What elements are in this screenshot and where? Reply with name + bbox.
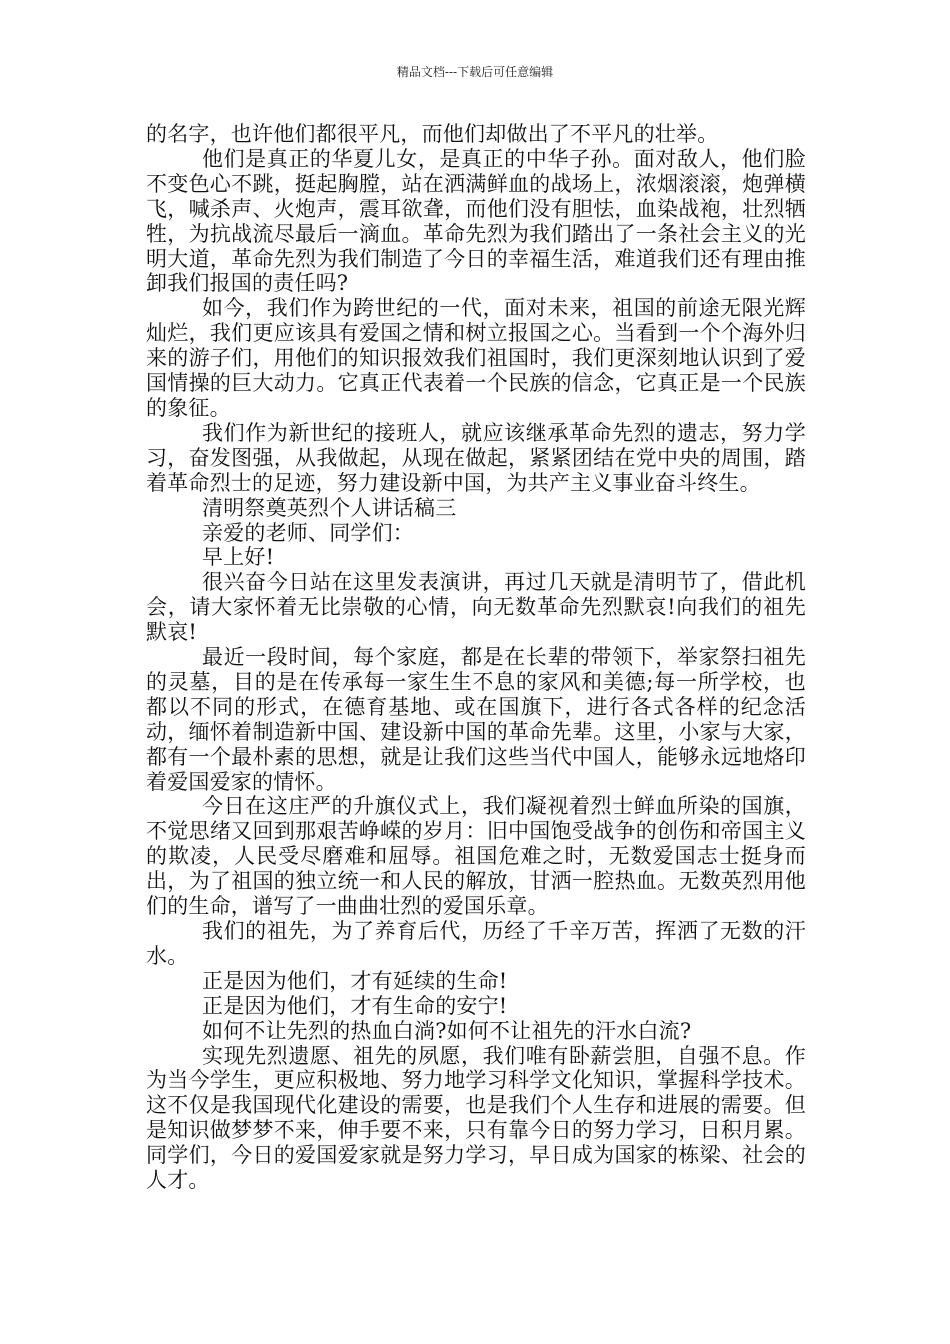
paragraph-12: 正是因为他们，才有延续的生命! bbox=[202, 968, 508, 993]
paragraph-11: 我们的祖先，为了养育后代，历经了千辛万苦，挥洒了无数的汗水。 bbox=[146, 919, 806, 968]
paragraph-15: 实现先烈遗愿、祖先的夙愿，我们唯有卧薪尝胆，自强不息。作为当今学生，更应积极地、努力地学习科学文化知识，掌握科学技术。这不仅是我国现代化建设的需要，也是我们个人生存和进展的需要。但是知识做梦梦不来，伸手要不来，只有靠今日的努力学习，日积月累。同学们，今日的爱国爱家就是努力学习，早日成为国家的栋梁、社会的人才。 bbox=[146, 1043, 806, 1193]
speech-title: 清明祭奠英烈个人讲话稿三 bbox=[202, 495, 457, 520]
document-body bbox=[146, 122, 806, 1193]
paragraph-10: 今日在这庄严的升旗仪式上，我们凝视着烈士鲜血所染的国旗，不觉思绪又回到那艰苦峥嵘的岁月：旧中国饱受战争的创伤和帝国主义的欺凌，人民受尽磨难和屈辱。祖国危难之时，无数爱国志士挺身而出，为了祖国的独立统一和人民的解放，甘洒一腔热血。无数英烈用他们的生命，谱写了一曲曲壮烈的爱国乐章。 bbox=[146, 794, 806, 919]
paragraph-2: 他们是真正的华夏儿女，是真正的中华子孙。面对敌人，他们脸不变色心不跳，挺起胸膛，站在洒满鲜血的战场上，浓烟滚滚，炮弹横飞，喊杀声、火炮声，震耳欲聋，而他们没有胆怯，血染战袍，壮烈牺牲，为抗战流尽最后一滴血。革命先烈为我们踏出了一条社会主义的光明大道，革命先烈为我们制造了今日的幸福生活，难道我们还有理由推卸我们报国的责任吗? bbox=[146, 146, 806, 296]
paragraph-9: 最近一段时间，每个家庭，都是在长辈的带领下，举家祭扫祖先的灵墓，目的是在传承每一家生生不息的家风和美德;每一所学校，也都以不同的形式，在德育基地、或在国旗下，进行各式各样的纪念活动，缅怀着制造新中国、建设新中国的革命先辈。这里，小家与大家，都有一个最朴素的思想，就是让我们这些当代中国人，能够永远地烙印着爱国爱家的情怀。 bbox=[146, 645, 806, 794]
greeting: 早上好! bbox=[202, 545, 275, 570]
paragraph-8: 很兴奋今日站在这里发表演讲，再过几天就是清明节了，借此机会，请大家怀着无比崇敬的心情，向无数革命先烈默哀!向我们的祖先默哀! bbox=[146, 570, 806, 645]
paragraph-14: 如何不让先烈的热血白淌?如何不让祖先的汗水白流? bbox=[202, 1018, 692, 1043]
paragraph-1: 的名字，也许他们都很平凡，而他们却做出了不平凡的壮举。 bbox=[146, 122, 719, 146]
paragraph-3: 如今，我们作为跨世纪的一代，面对未来，祖国的前途无限光辉灿烂，我们更应该具有爱国之情和树立报国之心。当看到一个个海外归来的游子们，用他们的知识报效我们祖国时，我们更深刻地认识到了爱国情操的巨大动力。它真正代表着一个民族的信念，它真正是一个民族的象征。 bbox=[146, 296, 806, 420]
paragraph-13: 正是因为他们，才有生命的安宁! bbox=[202, 993, 508, 1018]
page-header: 精品文档---下载后可任意编辑 bbox=[396, 65, 554, 79]
paragraph-4: 我们作为新世纪的接班人，就应该继承革命先烈的遗志，努力学习，奋发图强，从我做起，从现在做起，紧紧团结在党中央的周围，踏着革命烈士的足迹，努力建设新中国，为共产主义事业奋斗终生。 bbox=[146, 420, 806, 495]
salutation: 亲爱的老师、同学们： bbox=[202, 520, 414, 545]
